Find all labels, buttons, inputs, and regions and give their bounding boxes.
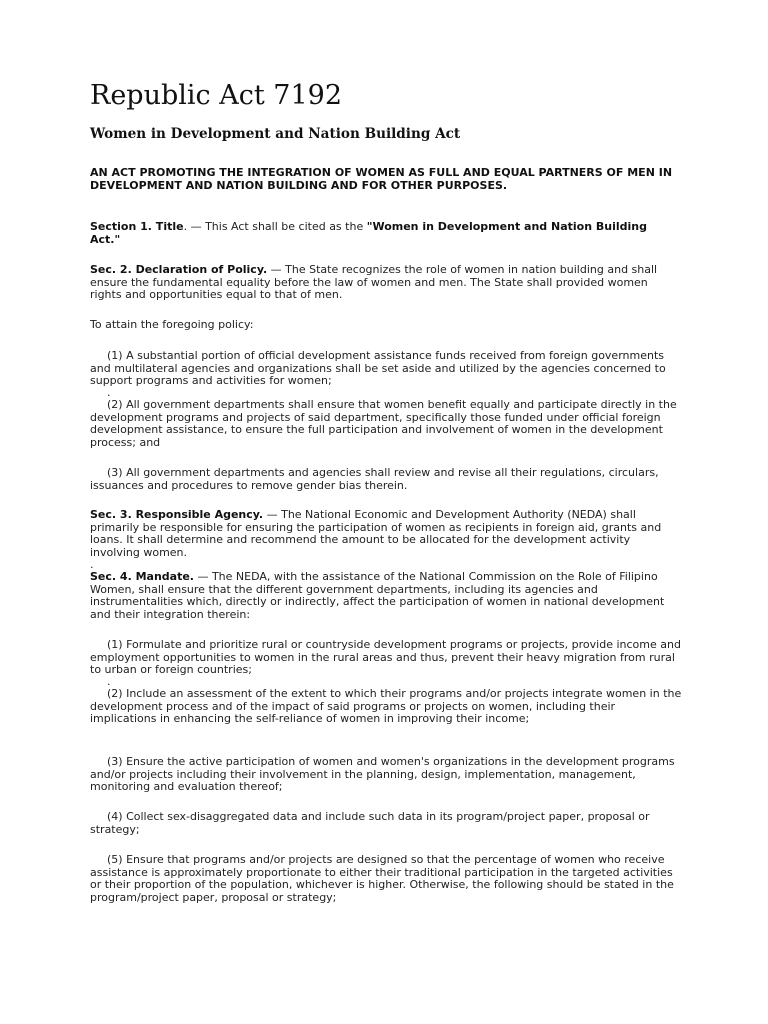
section-2-label: Sec. 2. Declaration of Policy. [90, 263, 268, 276]
mandate-item-1 [90, 639, 682, 677]
policy-item-2 [90, 399, 682, 449]
mandate-item-4 [90, 811, 682, 836]
act-heading-text: AN ACT PROMOTING THE INTEGRATION OF WOMEN AS FULL AND EQUAL PARTNERS OF MEN IN DEVELOPMENT AND NATION BUILDING AND FOR OTHER PURPOSES. [90, 166, 673, 192]
policy-item-3-text: (3) All government departments and agencies shall review and revise all their regulations, circulars, issuances and procedures to remove gender bias therein. [90, 466, 659, 492]
section-1-act-name: "Women in Development and Nation Building Act." [90, 220, 647, 246]
section-1-label: Section 1. Title [90, 220, 184, 233]
policy-item-1-text: (1) A substantial portion of official development assistance funds received from foreign governments and multilateral agencies and organizations shall be set aside and utilized by the agencies concerned to support programs and activities for women; [90, 349, 666, 388]
section-1 [90, 221, 658, 246]
section-4-label: Sec. 4. Mandate. [90, 570, 194, 583]
mandate-item-5 [90, 854, 682, 904]
mandate-item-2-text: (2) Include an assessment of the extent to which their programs and/or projects integrate women in the development process and of the impact of said programs or projects on women, including their implications in enhancing the self-reliance of women in improving their income; [90, 687, 682, 726]
mandate-item-3-text: (3) Ensure the active participation of women and women's organizations in the development programs and/or projects including their involvement in the planning, design, implementation, management, monitoring and evaluation thereof; [90, 755, 675, 794]
stray-dot: . [107, 386, 111, 399]
policy-item-1 [90, 350, 682, 388]
policy-item-3 [90, 467, 682, 492]
mandate-item-4-text: (4) Collect sex-disaggregated data and include such data in its program/project paper, proposal or strategy; [90, 810, 650, 836]
section-3 [90, 509, 682, 559]
section-4-text: — The NEDA, with the assistance of the National Commission on the Role of Filipino Women, shall ensure that the different government departments, including its agencies and instrumentalities which, directly or indirectly, affect the participation of women in national development and their integration therein: [90, 570, 665, 621]
mandate-item-5-text: (5) Ensure that programs and/or projects are designed so that the percentage of women who receive assistance is approximately proportionate to either their traditional participation in the targeted activities or their proportion of the population, whichever is higher. Otherwise, the following should be stated in the program/project paper, proposal or strategy; [90, 853, 674, 904]
act-heading [90, 167, 682, 192]
document-subtitle: Women in Development and Nation Building Act [90, 126, 461, 142]
mandate-item-3 [90, 756, 682, 794]
policy-item-2-text: (2) All government departments shall ensure that women benefit equally and participate directly in the development programs and projects of said department, specifically those funded under official foreign development assistance, to ensure the full participation and involvement of women in the development process; and [90, 398, 677, 449]
section-2-text: — The State recognizes the role of women in nation building and shall ensure the fundamental equality before the law of women and men. The State shall provided women rights and opportunities equal to that of men. [90, 263, 658, 302]
document-title: Republic Act 7192 [90, 80, 343, 111]
section-4 [90, 571, 682, 621]
section-1-text: . — This Act shall be cited as the [183, 220, 367, 233]
section-3-label: Sec. 3. Responsible Agency. [90, 508, 264, 521]
section-2 [90, 264, 682, 302]
mandate-item-1-text: (1) Formulate and prioritize rural or countryside development programs or projects, provide income and employment opportunities to women in the rural areas and thus, prevent their heavy migration from rural to urban or foreign countries; [90, 638, 681, 677]
stray-dot: . [107, 675, 111, 688]
section-3-text: — The National Economic and Development Authority (NEDA) shall primarily be responsible for ensuring the participation of women as recipients in foreign aid, grants and loans. It shall determine and recommend the amount to be allocated for the development activity involving women. [90, 508, 662, 559]
mandate-item-2 [90, 688, 682, 726]
stray-dot: . [90, 558, 94, 571]
policy-intro: To attain the foregoing policy: [90, 318, 254, 331]
